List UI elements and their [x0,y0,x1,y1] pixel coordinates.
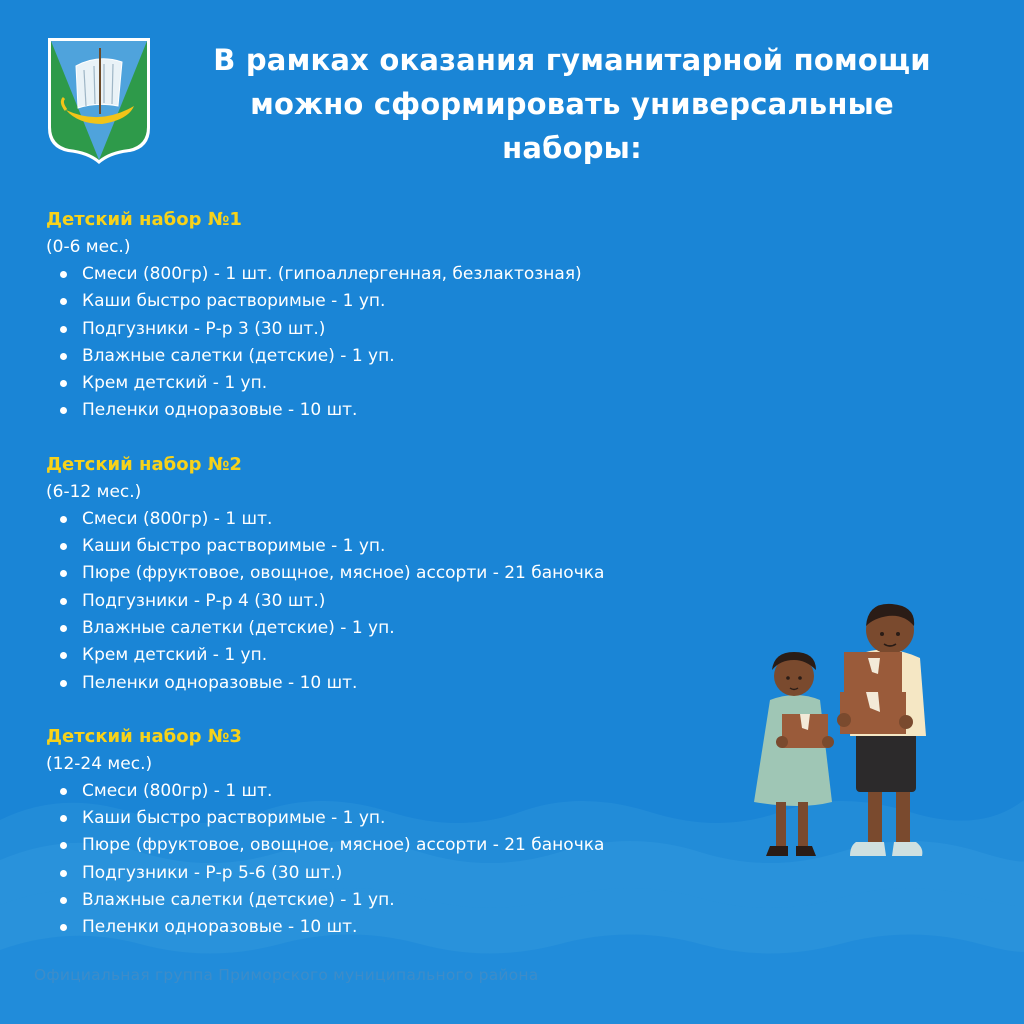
list-item [46,288,746,315]
coat-of-arms-ship-icon [46,36,152,166]
list-item [46,805,746,832]
list-item-text: Подгузники - Р-р 3 (30 шт.) [82,318,326,339]
bullet-icon [60,570,67,577]
list-item [46,316,746,343]
list-item [46,832,746,859]
list-item-text: Пеленки одноразовые - 10 шт. [82,672,358,693]
kit-set-age: (12-24 мес.) [46,753,153,774]
bullet-icon [60,326,67,333]
title-line: можно сформировать универсальные [250,87,894,121]
children-carrying-boxes-illustration [740,596,940,864]
bullet-icon [60,680,67,687]
bullet-icon [60,271,67,278]
bullet-icon [60,924,67,931]
bullet-icon [60,353,67,360]
list-item-text: Пеленки одноразовые - 10 шт. [82,917,358,938]
bullet-icon [60,870,67,877]
bullet-icon [60,652,67,659]
list-item [46,397,746,424]
kit-item-list [46,778,746,942]
list-item [46,261,746,288]
list-item-text: Влажные салетки (детские) - 1 уп. [82,890,395,911]
bullet-icon [60,815,67,822]
list-item [46,343,746,370]
list-item [46,560,746,587]
kit-item-list [46,506,746,697]
footer-watermark: Официальная группа Приморского муниципального района [34,966,539,984]
girl-figure [754,652,834,856]
bullet-icon [60,897,67,904]
list-item-text: Подгузники - Р-р 5-6 (30 шт.) [82,862,343,883]
list-item-text: Подгузники - Р-р 4 (30 шт.) [82,590,326,611]
kit-set-title: Детский набор №2 [46,453,242,475]
kit-set-3 [46,723,746,942]
list-item-text: Пюре (фруктовое, овощное, мясное) ассорти - 21 баночка [82,563,605,584]
list-item [46,670,746,697]
bullet-icon [60,788,67,795]
bullet-icon [60,298,67,305]
list-item-text: Пеленки одноразовые - 10 шт. [82,400,358,421]
list-item-text: Смеси (800гр) - 1 шт. [82,508,273,529]
list-item-text: Влажные салетки (детские) - 1 уп. [82,617,395,638]
kit-item-list [46,261,746,425]
kit-set-age: (0-6 мес.) [46,237,131,257]
list-item-text: Пюре (фруктовое, овощное, мясное) ассорти - 21 баночка [82,835,605,856]
bullet-icon [60,625,67,632]
kit-set-age: (6-12 мес.) [46,481,142,502]
list-item-text: Смеси (800гр) - 1 шт. [82,780,273,801]
list-item-text: Каши быстро растворимые - 1 уп. [82,536,386,557]
title-line: наборы: [502,131,642,165]
kit-set-2 [46,451,746,697]
bullet-icon [60,380,67,387]
list-item-text: Крем детский - 1 уп. [82,373,268,394]
list-item [46,860,746,887]
list-item [46,914,746,941]
kit-set-title: Детский набор №1 [46,209,242,230]
bullet-icon [60,516,67,523]
bullet-icon [60,842,67,849]
list-item [46,887,746,914]
kit-set-title: Детский набор №3 [46,725,242,747]
list-item-text: Смеси (800гр) - 1 шт. (гипоаллергенная, безлактозная) [82,264,582,284]
list-item [46,506,746,533]
page-title [180,38,964,170]
list-item [46,615,746,642]
title-line: В рамках оказания гуманитарной помощи [213,43,931,77]
kit-sets [46,206,746,968]
list-item-text: Влажные салетки (детские) - 1 уп. [82,345,395,366]
list-item [46,533,746,560]
list-item-text: Каши быстро растворимые - 1 уп. [82,291,386,312]
kit-set-1 [46,206,746,425]
bullet-icon [60,407,67,414]
list-item [46,588,746,615]
list-item-text: Каши быстро растворимые - 1 уп. [82,808,386,829]
list-item [46,778,746,805]
boy-figure [837,604,926,856]
list-item [46,370,746,397]
list-item [46,642,746,669]
list-item-text: Крем детский - 1 уп. [82,645,268,666]
bullet-icon [60,543,67,550]
bullet-icon [60,598,67,605]
